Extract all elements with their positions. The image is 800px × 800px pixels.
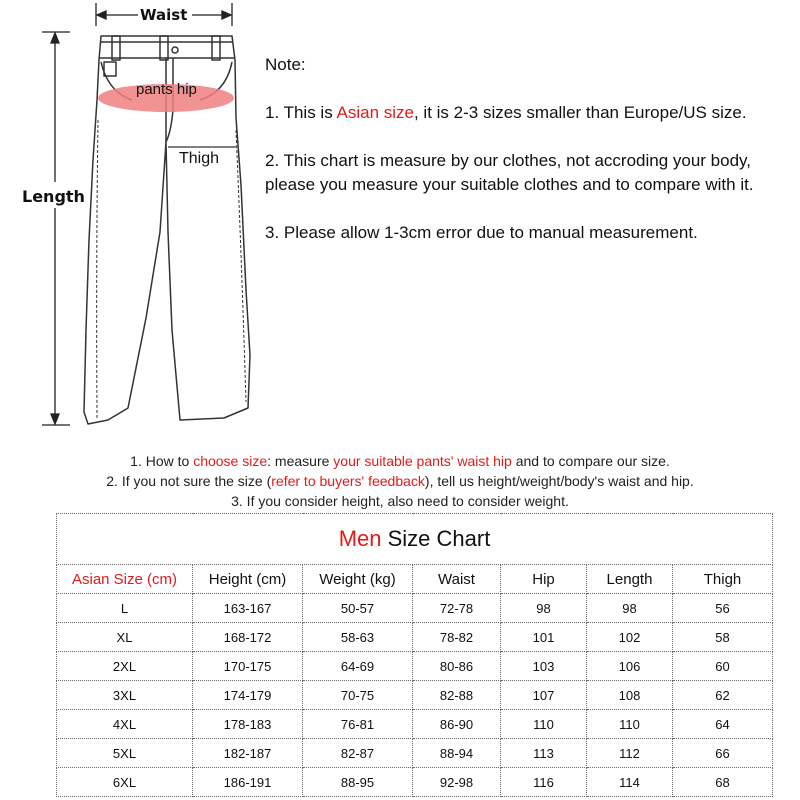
instr2-b: refer to buyers' feedback	[271, 473, 425, 489]
table-cell: 88-94	[413, 739, 501, 768]
table-cell: 56	[673, 594, 773, 623]
chart-title	[57, 514, 773, 565]
instr2-c: ), tell us height/weight/body's waist and hip.	[424, 473, 694, 489]
note-1	[265, 101, 765, 125]
table-header-row	[57, 565, 773, 594]
table-cell: 58-63	[303, 623, 413, 652]
table-cell: 186-191	[193, 768, 303, 797]
instruction-line-3: 3. If you consider height, also need to consider weight.	[231, 493, 569, 509]
note-1-pre: 1. This is	[265, 103, 337, 122]
instr1-a: 1. How to	[130, 453, 194, 469]
column-header: Weight (kg)	[303, 565, 413, 594]
table-cell: L	[57, 594, 193, 623]
column-header: Height (cm)	[193, 565, 303, 594]
table-cell: 182-187	[193, 739, 303, 768]
table-cell: 113	[501, 739, 587, 768]
table-cell: 70-75	[303, 681, 413, 710]
note-1-highlight: Asian size	[336, 103, 414, 122]
table-cell: 50-57	[303, 594, 413, 623]
notes-heading: Note:	[265, 55, 306, 74]
table-cell: 106	[587, 652, 673, 681]
table-cell: 2XL	[57, 652, 193, 681]
size-table	[56, 513, 773, 797]
table-cell: 114	[587, 768, 673, 797]
chart-title-rest: Size Chart	[381, 526, 491, 551]
table-cell: 110	[501, 710, 587, 739]
table-cell: 92-98	[413, 768, 501, 797]
table-cell: 64	[673, 710, 773, 739]
table-cell: 82-87	[303, 739, 413, 768]
table-cell: 62	[673, 681, 773, 710]
table-row	[57, 681, 773, 710]
table-cell: 76-81	[303, 710, 413, 739]
instruction-line-1	[0, 451, 800, 471]
table-row	[57, 594, 773, 623]
instr2-a: 2. If you not sure the size (	[106, 473, 272, 489]
instr1-e: and to compare our size.	[511, 453, 670, 469]
table-cell: 6XL	[57, 768, 193, 797]
table-cell: 78-82	[413, 623, 501, 652]
chart-title-red: Men	[338, 526, 382, 551]
note-2	[265, 149, 765, 197]
column-header: Length	[587, 565, 673, 594]
column-header: Hip	[501, 565, 587, 594]
table-cell: 68	[673, 768, 773, 797]
table-cell: 4XL	[57, 710, 193, 739]
table-cell: 5XL	[57, 739, 193, 768]
instr1-c: : measure	[267, 453, 334, 469]
table-cell: 102	[587, 623, 673, 652]
waist-label: Waist	[140, 6, 188, 24]
size-chart	[56, 513, 772, 793]
table-cell: 64-69	[303, 652, 413, 681]
column-header: Waist	[413, 565, 501, 594]
column-header: Thigh	[673, 565, 773, 594]
table-cell: 80-86	[413, 652, 501, 681]
length-label: Length	[22, 187, 85, 206]
table-cell: 103	[501, 652, 587, 681]
table-row	[57, 710, 773, 739]
table-row	[57, 623, 773, 652]
pants-hip-label: pants hip	[136, 81, 197, 98]
table-cell: 3XL	[57, 681, 193, 710]
column-header: Asian Size (cm)	[57, 565, 193, 594]
table-cell: 58	[673, 623, 773, 652]
note-2-line1: 2. This chart is measure by our clothes, not accroding your body,	[265, 151, 752, 170]
table-cell: 108	[587, 681, 673, 710]
notes-block	[265, 53, 765, 269]
table-cell: 66	[673, 739, 773, 768]
table-cell: 88-95	[303, 768, 413, 797]
table-row	[57, 739, 773, 768]
table-row	[57, 652, 773, 681]
note-2-line2: please you measure your suitable clothes and to compare with it.	[265, 175, 754, 194]
table-row	[57, 768, 773, 797]
table-cell: 98	[587, 594, 673, 623]
instr1-b: choose size	[193, 453, 268, 469]
table-cell: 116	[501, 768, 587, 797]
table-cell: XL	[57, 623, 193, 652]
table-cell: 170-175	[193, 652, 303, 681]
table-cell: 112	[587, 739, 673, 768]
pants-diagram	[0, 0, 260, 440]
instruction-line-2	[0, 471, 800, 491]
table-cell: 168-172	[193, 623, 303, 652]
table-cell: 178-183	[193, 710, 303, 739]
table-cell: 60	[673, 652, 773, 681]
table-cell: 174-179	[193, 681, 303, 710]
note-1-post: , it is 2-3 sizes smaller than Europe/US size.	[413, 103, 747, 122]
table-cell: 72-78	[413, 594, 501, 623]
instr1-d: your suitable pants' waist hip	[333, 453, 512, 469]
table-cell: 107	[501, 681, 587, 710]
length-arrow	[42, 32, 70, 425]
table-cell: 98	[501, 594, 587, 623]
table-cell: 163-167	[193, 594, 303, 623]
table-cell: 86-90	[413, 710, 501, 739]
thigh-label: Thigh	[179, 150, 220, 167]
table-cell: 82-88	[413, 681, 501, 710]
table-cell: 110	[587, 710, 673, 739]
note-3: 3. Please allow 1-3cm error due to manual measurement.	[265, 223, 698, 242]
table-cell: 101	[501, 623, 587, 652]
